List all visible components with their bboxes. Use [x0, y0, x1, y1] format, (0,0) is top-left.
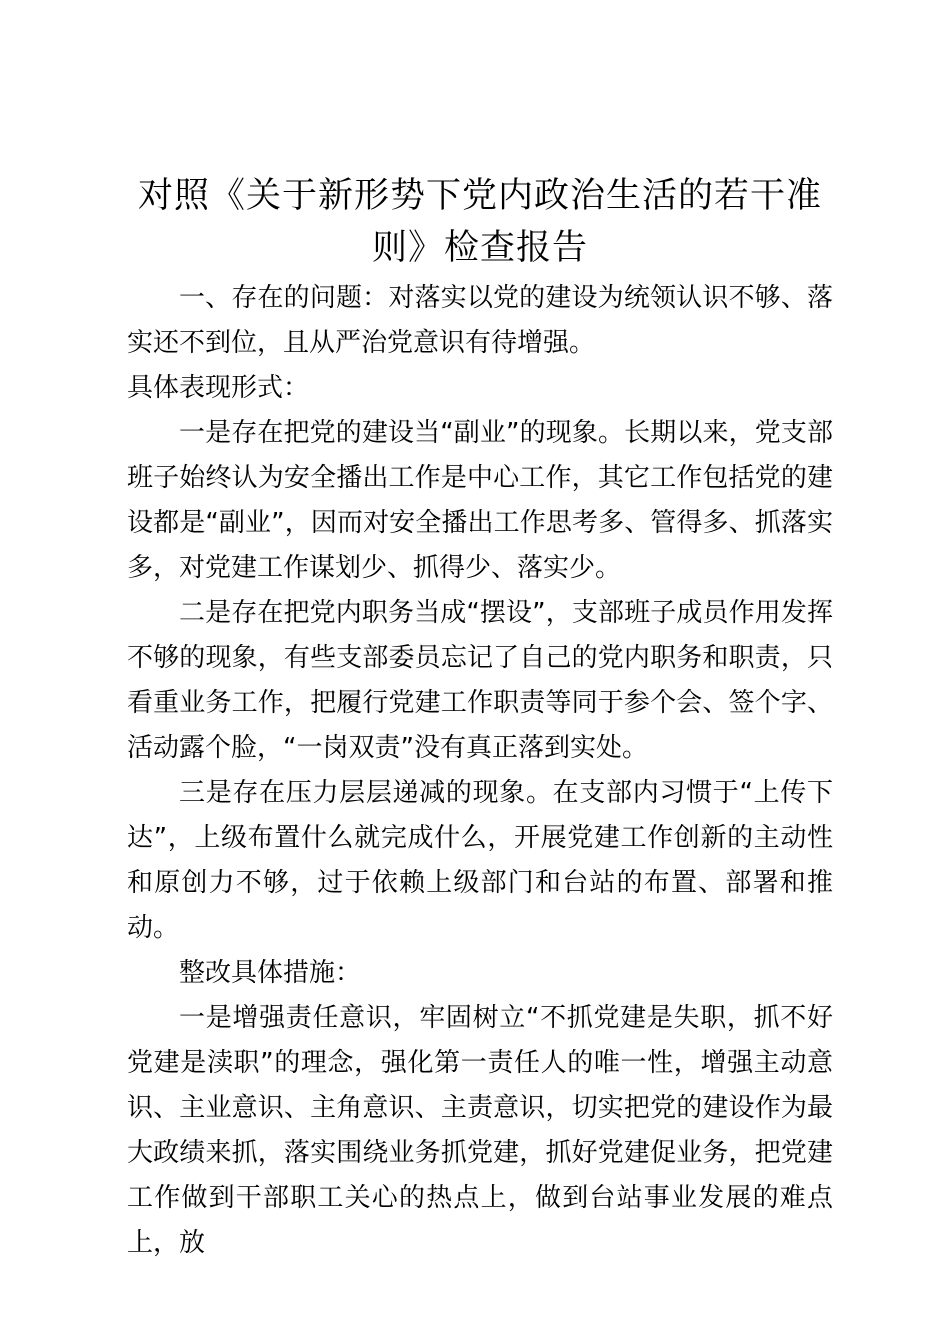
- paragraph-issue-three: 三是存在压力层层递减的现象。在支部内习惯于“上传下达”，上级布置什么就完成什么，开展党建工作创新的主动性和原创力不够，过于依赖上级部门和台站的布置、部署和推动。: [127, 778, 833, 943]
- document-title: 对照《关于新形势下党内政治生活的若干准则》检查报告: [137, 176, 822, 268]
- paragraph-measures-heading: 整改具体措施：: [179, 958, 362, 988]
- paragraph-problem-summary: 一、存在的问题：对落实以党的建设为统领认识不够、落实还不到位，且从严治党意识有待增强。: [127, 283, 833, 358]
- paragraph-manifestations-heading: 具体表现形式：: [127, 373, 310, 403]
- paragraph-issue-one: 一是存在把党的建设当“副业”的现象。长期以来，党支部班子始终认为安全播出工作是中心工作，其它工作包括党的建设都是“副业”，因而对安全播出工作思考多、管得多、抓落实多，对党建工作谋划少、抓得少、落实少。: [127, 418, 833, 583]
- paragraph-measure-one: 一是增强责任意识，牢固树立“不抓党建是失职，抓不好党建是渎职”的理念，强化第一责任人的唯一性，增强主动意识、主业意识、主角意识、主责意识，切实把党的建设作为最大政绩来抓，落实围绕业务抓党建，抓好党建促业务，把党建工作做到干部职工关心的热点上，做到台站事业发展的难点上，放: [127, 1003, 833, 1258]
- document-body: [127, 276, 833, 1266]
- paragraph-issue-two: 二是存在把党内职务当成“摆设”，支部班子成员作用发挥不够的现象，有些支部委员忘记了自己的党内职务和职责，只看重业务工作，把履行党建工作职责等同于参个会、签个字、活动露个脸，“一岗双责”没有真正落到实处。: [127, 598, 833, 763]
